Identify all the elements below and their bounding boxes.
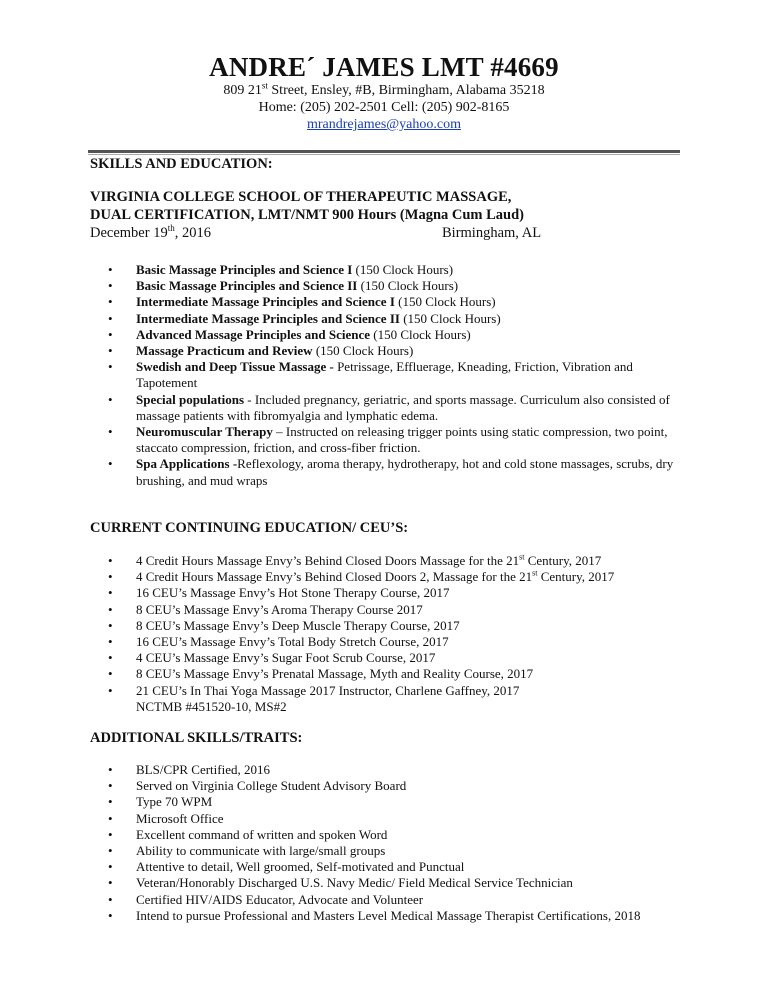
ceu-item xyxy=(108,602,676,618)
course-item xyxy=(108,278,676,294)
course-item xyxy=(108,392,676,424)
ceu-text-end: Century, 2017 xyxy=(524,553,602,568)
ceu-heading: CURRENT CONTINUING EDUCATION/ CEU’S: xyxy=(90,520,409,536)
ceu-text: 8 CEU’s Massage Envy’s Deep Muscle Therapy Course, 2017 xyxy=(136,617,460,633)
address-start: 809 21 xyxy=(223,83,262,98)
course-title: Basic Massage Principles and Science I xyxy=(136,262,353,277)
ceu-item xyxy=(108,553,676,569)
ceu-item xyxy=(108,666,676,682)
course-item xyxy=(108,424,676,456)
course-detail: (150 Clock Hours) xyxy=(312,343,414,359)
ceu-text: 21 CEU’s In Thai Yoga Massage 2017 Instructor, Charlene Gaffney, 2017 xyxy=(136,682,520,698)
course-item xyxy=(108,327,676,343)
skill-item: • Certified HIV/AIDS Educator, Advocate and Volunteer xyxy=(108,892,676,908)
course-title: Special populations xyxy=(136,391,245,407)
course-title: Neuromuscular Therapy xyxy=(136,424,273,440)
graduation-date-ordinal: th xyxy=(167,223,175,234)
course-title: Intermediate Massage Principles and Science II xyxy=(136,310,400,326)
course-title: Basic Massage Principles and Science II xyxy=(136,278,358,294)
course-detail: (150 Clock Hours) xyxy=(399,310,501,326)
course-detail: Reflexology, aroma therapy, hydrotherapy, hot and cold stone massages, scrubs, dry brushing, and mud wraps xyxy=(136,456,674,488)
course-title: Massage Practicum and Review xyxy=(136,343,313,359)
street-address xyxy=(0,82,768,99)
course-list xyxy=(108,262,676,489)
skill-item: • Veteran/Honorably Discharged U.S. Navy Medic/ Field Medical Service Technician xyxy=(108,875,676,891)
ceu-item xyxy=(108,650,676,666)
email-link[interactable]: mrandrejames@yahoo.com xyxy=(306,117,461,132)
resume-header xyxy=(0,52,768,133)
ceu-item xyxy=(108,683,676,715)
course-detail: (150 Clock Hours) xyxy=(370,326,471,342)
ceu-item xyxy=(108,569,676,585)
course-item xyxy=(108,456,676,488)
course-item xyxy=(108,294,676,310)
course-title: Spa Applications - xyxy=(136,456,238,472)
course-title: Swedish and Deep Tissue Massage - xyxy=(136,359,334,375)
phone-numbers: Home: (205) 202-2501 Cell: (205) 902-8165 xyxy=(258,100,510,115)
address-end: Street, Ensley, #B, Birmingham, Alabama 35218 xyxy=(267,83,545,98)
course-title: Intermediate Massage Principles and Science I xyxy=(136,294,395,310)
course-detail: - Included pregnancy, geriatric, and sports massage. Curriculum also consisted of massage patients with fibromyalgia and lymphatic edema. xyxy=(136,391,670,423)
course-detail: Petrissage, Effluerage, Kneading, Friction, Vibration and Tapotement xyxy=(136,359,633,391)
graduation-date xyxy=(90,225,211,241)
skills-education-heading: SKILLS AND EDUCATION: xyxy=(90,156,273,172)
course-item xyxy=(108,343,676,359)
ceu-text: 8 CEU’s Massage Envy’s Prenatal Massage, Myth and Reality Course, 2017 xyxy=(136,666,534,682)
ceu-text: 16 CEU’s Massage Envy’s Hot Stone Therapy Course, 2017 xyxy=(136,585,450,601)
course-detail: (150 Clock Hours) xyxy=(352,262,454,277)
ceu-text: 4 CEU’s Massage Envy’s Sugar Foot Scrub Course, 2017 xyxy=(136,650,436,666)
skill-item: • Attentive to detail, Well groomed, Self-motivated and Punctual xyxy=(108,859,676,875)
address-ordinal: st xyxy=(261,80,268,91)
ceu-text: 8 CEU’s Massage Envy’s Aroma Therapy Course 2017 xyxy=(136,601,423,617)
school-location: Birmingham, AL xyxy=(442,225,542,241)
ceu-text: 4 Credit Hours Massage Envy’s Behind Closed Doors Massage for the 21 xyxy=(136,553,520,568)
graduation-date-year: , 2016 xyxy=(174,225,211,241)
course-item xyxy=(108,311,676,327)
ceu-item xyxy=(108,618,676,634)
skill-item: • Ability to communicate with large/small groups xyxy=(108,843,676,859)
ceu-text: 16 CEU’s Massage Envy’s Total Body Stretch Course, 2017 xyxy=(136,634,449,650)
school-name: VIRGINIA COLLEGE SCHOOL OF THERAPEUTIC MASSAGE, xyxy=(90,189,512,205)
graduation-line xyxy=(90,224,550,242)
graduation-date-day: December 19 xyxy=(90,225,168,241)
ceu-text-end: Century, 2017 xyxy=(537,569,615,585)
course-detail: – Instructed on releasing trigger points using static compression, two point, staccato compression, friction, and cross-fiber friction. xyxy=(136,424,668,456)
skill-item: • Intend to pursue Professional and Masters Level Medical Massage Therapist Certifications, 2018 xyxy=(108,908,676,924)
ceu-ordinal: st xyxy=(519,552,525,562)
ceu-list xyxy=(108,553,676,715)
school-block xyxy=(90,188,690,224)
additional-skills-heading: ADDITIONAL SKILLS/TRAITS: xyxy=(90,730,303,746)
candidate-name: ANDRE´ JAMES LMT #4669 xyxy=(209,52,559,82)
ceu-text: 4 Credit Hours Massage Envy’s Behind Closed Doors 2, Massage for the 21 xyxy=(136,569,533,585)
ceu-item xyxy=(108,585,676,601)
header-divider xyxy=(88,150,680,153)
skill-item: • BLS/CPR Certified, 2016 xyxy=(108,762,676,778)
course-title: Advanced Massage Principles and Science xyxy=(136,326,370,342)
ceu-item xyxy=(108,634,676,650)
ceu-ordinal: st xyxy=(532,568,538,578)
skill-item: • Served on Virginia College Student Advisory Board xyxy=(108,778,676,794)
skill-item: • Type 70 WPM xyxy=(108,794,676,810)
nctmb-number: NCTMB #451520-10, MS#2 xyxy=(136,698,287,714)
course-item xyxy=(108,262,676,278)
skill-item: • Microsoft Office xyxy=(108,811,676,827)
certification-line: DUAL CERTIFICATION, LMT/NMT 900 Hours (Magna Cum Laud) xyxy=(90,207,525,223)
course-item xyxy=(108,359,676,391)
skill-item: • Excellent command of written and spoken Word xyxy=(108,827,676,843)
header-divider-thin xyxy=(88,154,680,155)
course-detail: (150 Clock Hours) xyxy=(357,278,459,294)
course-detail: (150 Clock Hours) xyxy=(394,294,496,310)
skills-list xyxy=(108,762,676,924)
